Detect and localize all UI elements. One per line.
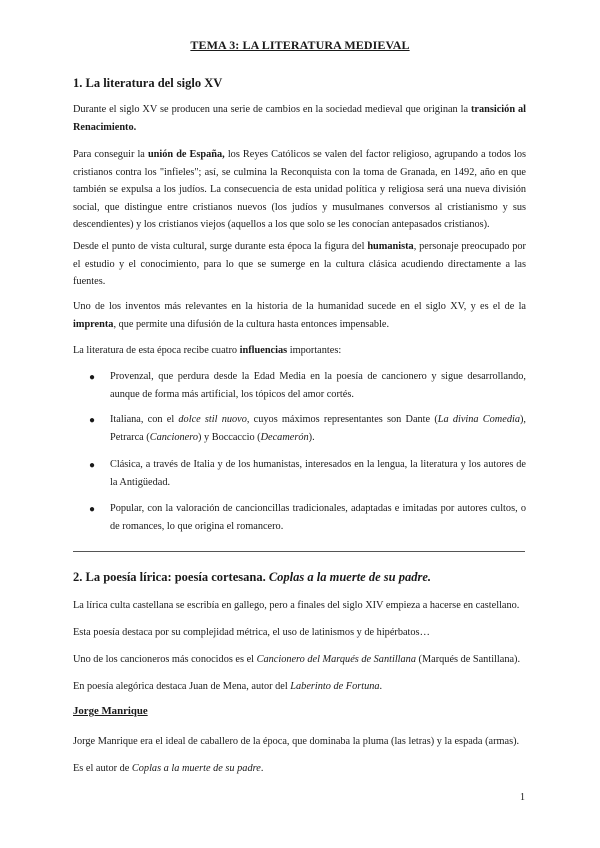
paragraph-cancionero (73, 651, 526, 669)
text-run: ) y Boccaccio ( (197, 431, 261, 443)
text-run: , personaje preocupado por el estudio y el conocimiento, para lo que se sumerge en la cultura clásica acudiendo directamente a las fuentes. (73, 241, 526, 287)
list-item-popular: Popular, con la valoración de cancioncillas tradicionales, adaptadas e imitadas por autores cultos, o de romances, lo que origina el romancero. (110, 503, 526, 532)
bold-run: influencias (239, 345, 288, 356)
paragraph-transicion (73, 101, 526, 136)
text-run: , cuyos máximos representantes son Dante ( (246, 414, 438, 425)
italic-run: La divina Comedia (437, 414, 520, 425)
paragraph-coplas (73, 760, 526, 778)
document-title: TEMA 3: LA LITERATURA MEDIEVAL (190, 38, 410, 52)
text-run: Desde el punto de vista cultural, surge durante esta época la figura del (73, 241, 368, 252)
bold-run: transición al Renacimiento. (73, 104, 526, 133)
text-run: Uno de los cancioneros más conocidos es el (73, 654, 257, 665)
text-run: los Reyes Católicos se valen del factor religioso, agrupando a todos los cristianos contra los "infieles"; así, se culmina la Reconquista con la toma de Granada, en 1492, año en que también se expulsa a los judíos. La consecuencia de esta unidad política y religiosa será una nueva división social, que distingue entre cristianos nuevos (los judíos y musulmanes conversos al cristianismo y sus descendientes) y los cristianos viejos (aquellos a los que solo se les conocían antepasados cristianos). (73, 149, 526, 230)
paragraph-caballero: Jorge Manrique era el ideal de caballero de la época, que dominaba la pluma (las letras) y la espada (armas). (73, 736, 520, 747)
section-1-heading: 1. La literatura del siglo XV (73, 76, 223, 90)
section-divider (73, 551, 525, 552)
subheading-jorge-manrique: Jorge Manrique (73, 705, 148, 717)
paragraph-lirica: La lírica culta castellana se escribía en gallego, pero a finales del siglo XIV empieza a hacerse en castellano. (73, 600, 520, 611)
paragraph-metrica: Esta poesía destaca por su complejidad métrica, el uso de latinismos y de hipérbatos… (73, 627, 430, 638)
list-item-italiana (110, 411, 526, 446)
paragraph-mena (73, 678, 526, 696)
text-run: Para conseguir la (73, 149, 148, 160)
bold-run: humanista (367, 241, 414, 252)
text-run: 2. La poesía lírica: poesía cortesana. (73, 570, 269, 584)
list-item-provenzal: Provenzal, que perdura desde la Edad Media en la poesía de cancionero y sigue desarrollando, aunque de forma más artificial, los tópicos del amor cortés. (110, 371, 526, 400)
text-run: ), Petrarca ( (110, 414, 526, 443)
section-2-heading (73, 570, 431, 585)
text-run: importantes: (287, 345, 342, 356)
text-run: La literatura de esta época recibe cuatro (73, 345, 240, 356)
text-run: En poesía alegórica destaca Juan de Mena, autor del (73, 681, 291, 692)
text-run: Durante el siglo XV se producen una serie de cambios en la sociedad medieval que originan la (73, 104, 471, 115)
bullet-icon: ● (89, 372, 96, 383)
paragraph-influencias (73, 342, 526, 360)
text-run: ). (308, 431, 315, 443)
italic-run: dolce stil nuovo (178, 414, 247, 425)
bold-run: unión de España, (147, 149, 225, 160)
text-run: , que permite una difusión de la cultura hasta entonces impensable. (113, 318, 390, 330)
bullet-icon: ● (89, 504, 96, 515)
text-run: (Marqués de Santillana). (415, 654, 521, 665)
list-item-clasica: Clásica, a través de Italia y de los humanistas, interesados en la lengua, la literatura y los autores de la Antigüedad. (110, 459, 526, 488)
paragraph-union (73, 146, 526, 234)
text-run: Italiana, con el (110, 414, 179, 425)
text-run: . (260, 763, 264, 774)
italic-run: Cancionero del Marqués de Santillana (256, 654, 416, 665)
italic-run: Cancionero (149, 431, 198, 443)
italic-run: Coplas a la muerte de su padre (131, 763, 261, 774)
text-run: . (379, 681, 383, 692)
text-run: Uno de los inventos más relevantes en la historia de la humanidad sucede en el siglo XV, y es el de la (73, 301, 526, 312)
paragraph-imprenta (73, 298, 526, 333)
bullet-icon: ● (89, 415, 96, 426)
paragraph-humanista (73, 238, 526, 291)
italic-run: Laberinto de Fortuna (290, 681, 380, 692)
bullet-icon: ● (89, 460, 96, 471)
italic-run: Decamerón (260, 431, 309, 443)
text-run: Es el autor de (73, 763, 132, 774)
bold-run: imprenta (73, 318, 114, 330)
italic-run: Coplas a la muerte de su padre. (268, 570, 431, 584)
page-number: 1 (520, 792, 525, 803)
